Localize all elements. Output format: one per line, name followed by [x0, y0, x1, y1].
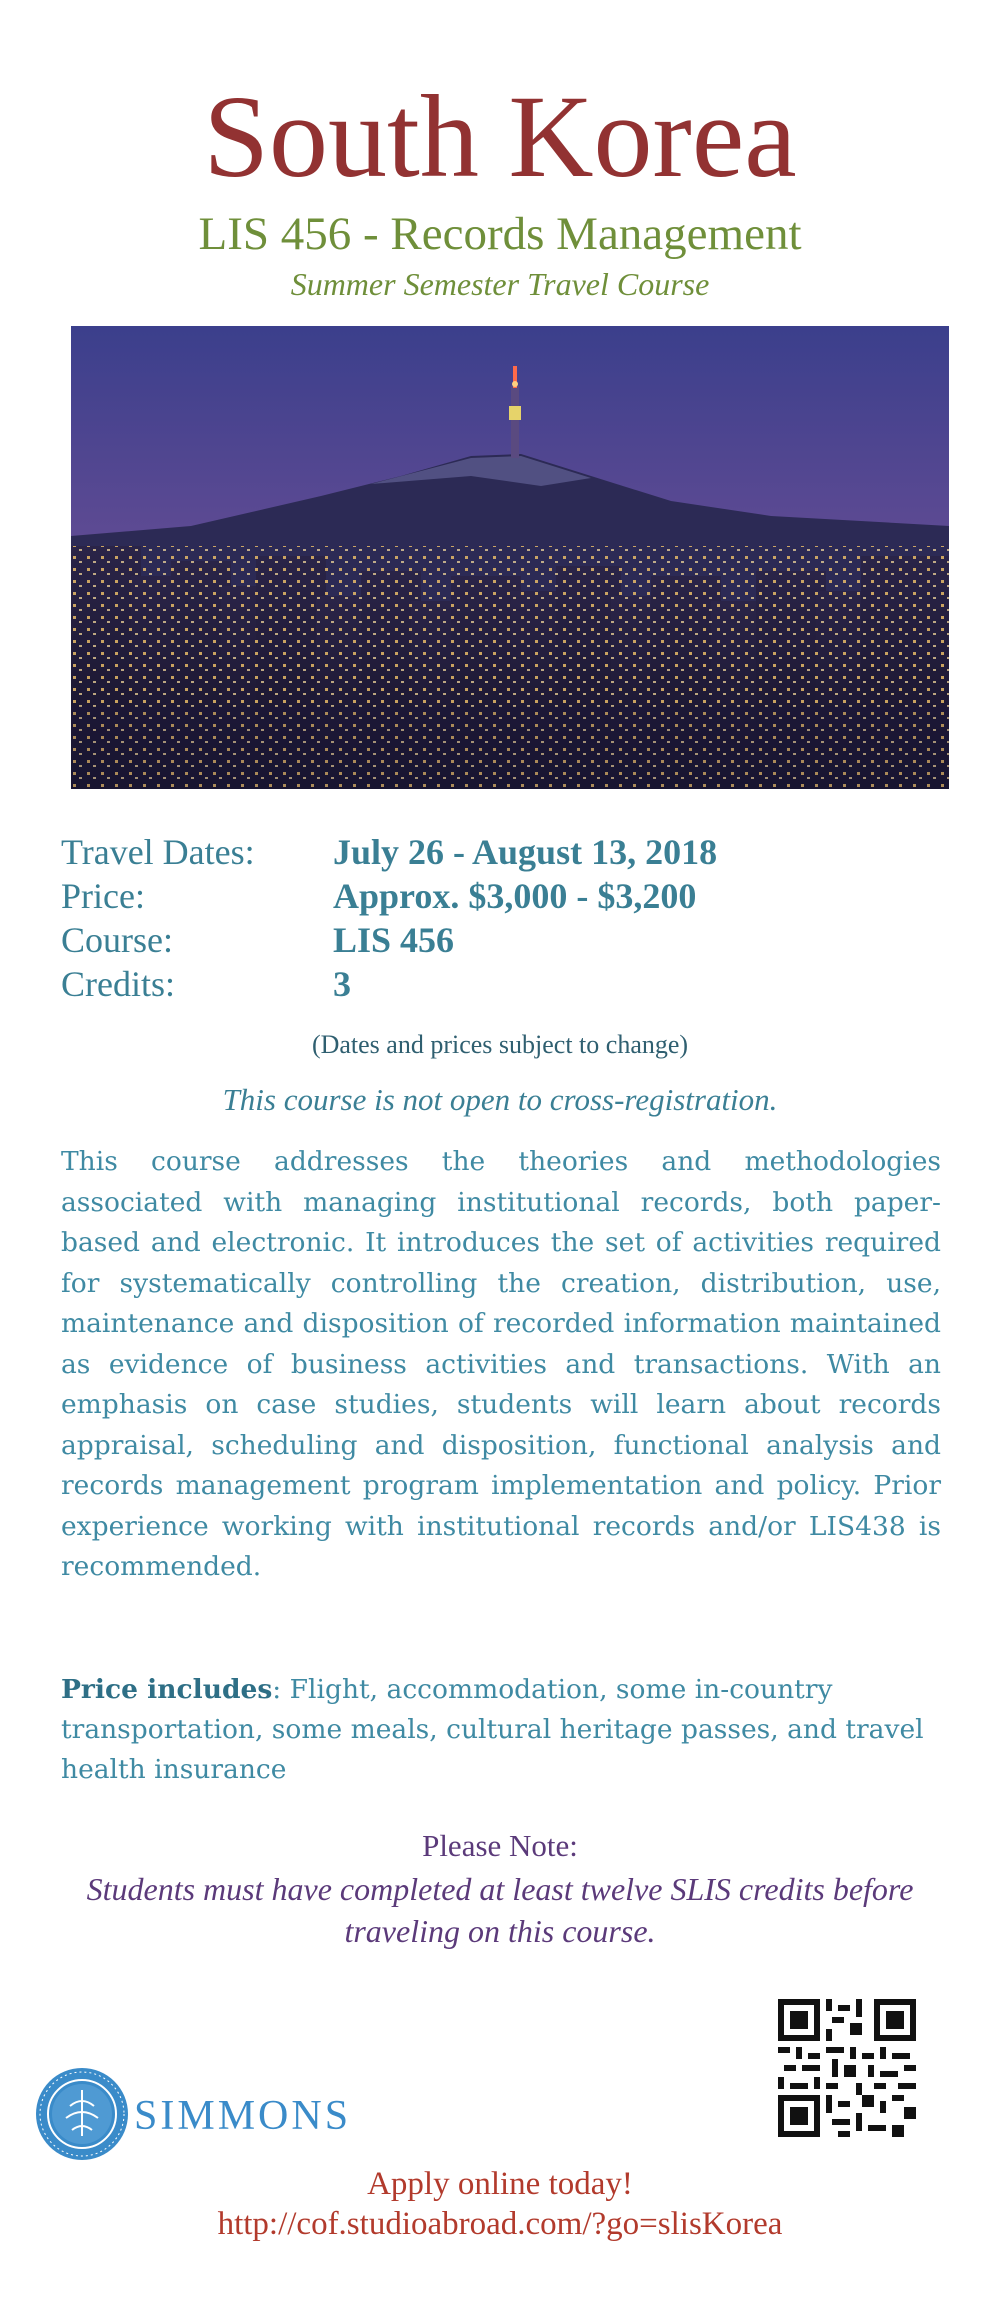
- price-includes: [61, 1670, 941, 1790]
- fact-value: Approx. $3,000 - $3,200: [333, 876, 697, 916]
- course-tagline: Summer Semester Travel Course: [290, 266, 710, 302]
- price-includes-text: : Flight, accommodation, some in-country transportation, some meals, cultural heritage passes, and travel health insurance: [61, 1674, 924, 1785]
- fact-value: July 26 - August 13, 2018: [333, 832, 718, 872]
- fact-label: Credits:: [61, 964, 175, 1004]
- fact-label: Travel Dates:: [61, 832, 255, 872]
- course-facts: [61, 830, 941, 1006]
- fact-row-price: [61, 874, 941, 918]
- apply-link[interactable]: http://cof.studioabroad.com/?go=slisKorea: [217, 2206, 783, 2242]
- fact-label: Course:: [61, 920, 173, 960]
- fact-row-travel-dates: [61, 830, 941, 874]
- fact-row-credits: [61, 962, 941, 1006]
- qr-code-icon[interactable]: [778, 1999, 916, 2137]
- fact-label: Price:: [61, 876, 145, 916]
- note-text: Students must have completed at least twelve SLIS credits before traveling on this course.: [86, 1871, 914, 1949]
- cross-registration-notice: This course is not open to cross-registration.: [222, 1082, 778, 1117]
- apply-heading: Apply online today!: [367, 2166, 633, 2202]
- page-title: South Korea: [203, 71, 797, 202]
- seoul-skyline-photo: [71, 326, 949, 789]
- course-description: This course addresses the theories and methodologies associated with managing institutional records, both paper-based and electronic. It introduces the set of activities required for systematically controlling the creation, distribution, use, maintenance and disposition of recorded information maintained as evidence of business activities and transactions. With an emphasis on case studies, students will learn about records appraisal, scheduling and disposition, functional analysis and records management program implementation and policy. Prior experience working with institutional records and/or LIS438 is recommended.: [61, 1146, 941, 1582]
- disclaimer: (Dates and prices subject to change): [311, 1030, 689, 1059]
- note-title: Please Note:: [422, 1828, 578, 1863]
- fact-value: 3: [333, 964, 351, 1004]
- simmons-logo: [34, 2066, 374, 2166]
- simmons-wordmark: SIMMONS: [134, 2093, 352, 2139]
- fact-row-course: [61, 918, 941, 962]
- fact-value: LIS 456: [333, 920, 455, 960]
- price-includes-label: Price includes: [61, 1674, 273, 1705]
- course-subtitle: LIS 456 - Records Management: [198, 208, 802, 260]
- simmons-seal-icon: [34, 2066, 130, 2162]
